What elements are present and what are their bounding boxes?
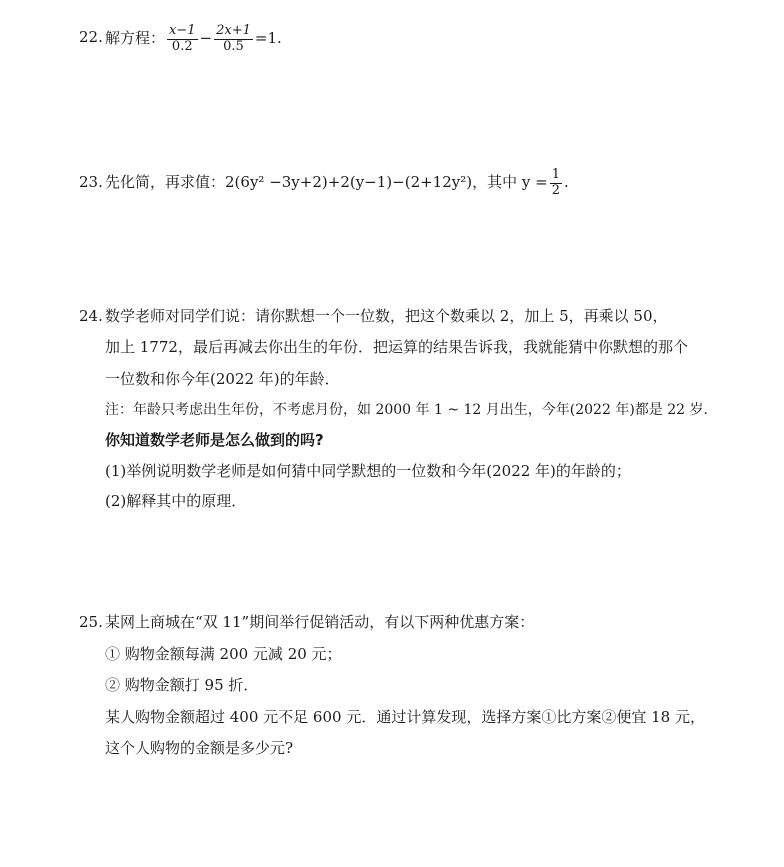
question-number: 25. <box>79 613 103 631</box>
fraction-numerator: 1 <box>551 166 560 182</box>
question-24-line-1: 数学老师对同学们说：请你默想一个一位数，把这个数乘以 2，加上 5，再乘以 50， <box>105 307 668 325</box>
question-23-text: 先化简，再求值：2(6y² −3y+2)+2(y−1)−(2+12y²)，其中 y = <box>105 173 548 191</box>
question-24-sub-1: (1)举例说明数学老师是如何猜中同学默想的一位数和今年(2022 年)的年龄的； <box>105 462 631 480</box>
question-24-sub-2: (2)解释其中的原理． <box>105 492 247 510</box>
fraction-2-denominator: 0.5 <box>223 38 244 54</box>
question-24-note: 注：年龄只考虑出生年份，不考虑月份，如 2000 年 1 ~ 12 月出生，今年(2022 年)都是 22 岁． <box>105 402 718 418</box>
question-22-prefix: 解方程： <box>105 29 166 47</box>
minus-sign: − <box>199 29 213 47</box>
fraction-1 <box>167 24 198 55</box>
fraction-1-numerator: x−1 <box>169 22 196 38</box>
question-25-line-1: 某网上商城在“双 11”期间举行促销活动，有以下两种优惠方案： <box>105 613 535 631</box>
question-25-option-1: ① 购物金额每满 200 元减 20 元； <box>105 645 342 663</box>
fraction-denominator: 2 <box>551 182 560 198</box>
question-22-suffix: =1. <box>254 29 282 47</box>
fraction-1-denominator: 0.2 <box>171 38 193 54</box>
question-24-line-2: 加上 1772，最后再减去你出生的年份．把运算的结果告诉我，我就能猜中你默想的那个 <box>105 338 688 356</box>
question-number: 24. <box>79 307 103 325</box>
question-number: 22. <box>79 28 103 46</box>
question-22-equation <box>105 20 282 56</box>
question-25-option-2: ② 购物金额打 95 折． <box>105 676 259 694</box>
fraction-2 <box>214 24 253 55</box>
question-25-line-5: 这个人购物的金额是多少元? <box>105 739 294 757</box>
question-25-line-4: 某人购物金额超过 400 元不足 600 元．通过计算发现，选择方案①比方案②便宜 18 元， <box>105 708 705 726</box>
question-24-bold-prompt: 你知道数学老师是怎么做到的吗? <box>105 431 324 449</box>
question-23-expression <box>105 164 569 200</box>
fraction-half <box>550 168 562 199</box>
question-24-line-3: 一位数和你今年(2022 年)的年龄． <box>105 370 340 388</box>
question-23-suffix: . <box>563 173 569 191</box>
question-number: 23. <box>79 173 103 191</box>
fraction-2-numerator: 2x+1 <box>216 22 251 38</box>
